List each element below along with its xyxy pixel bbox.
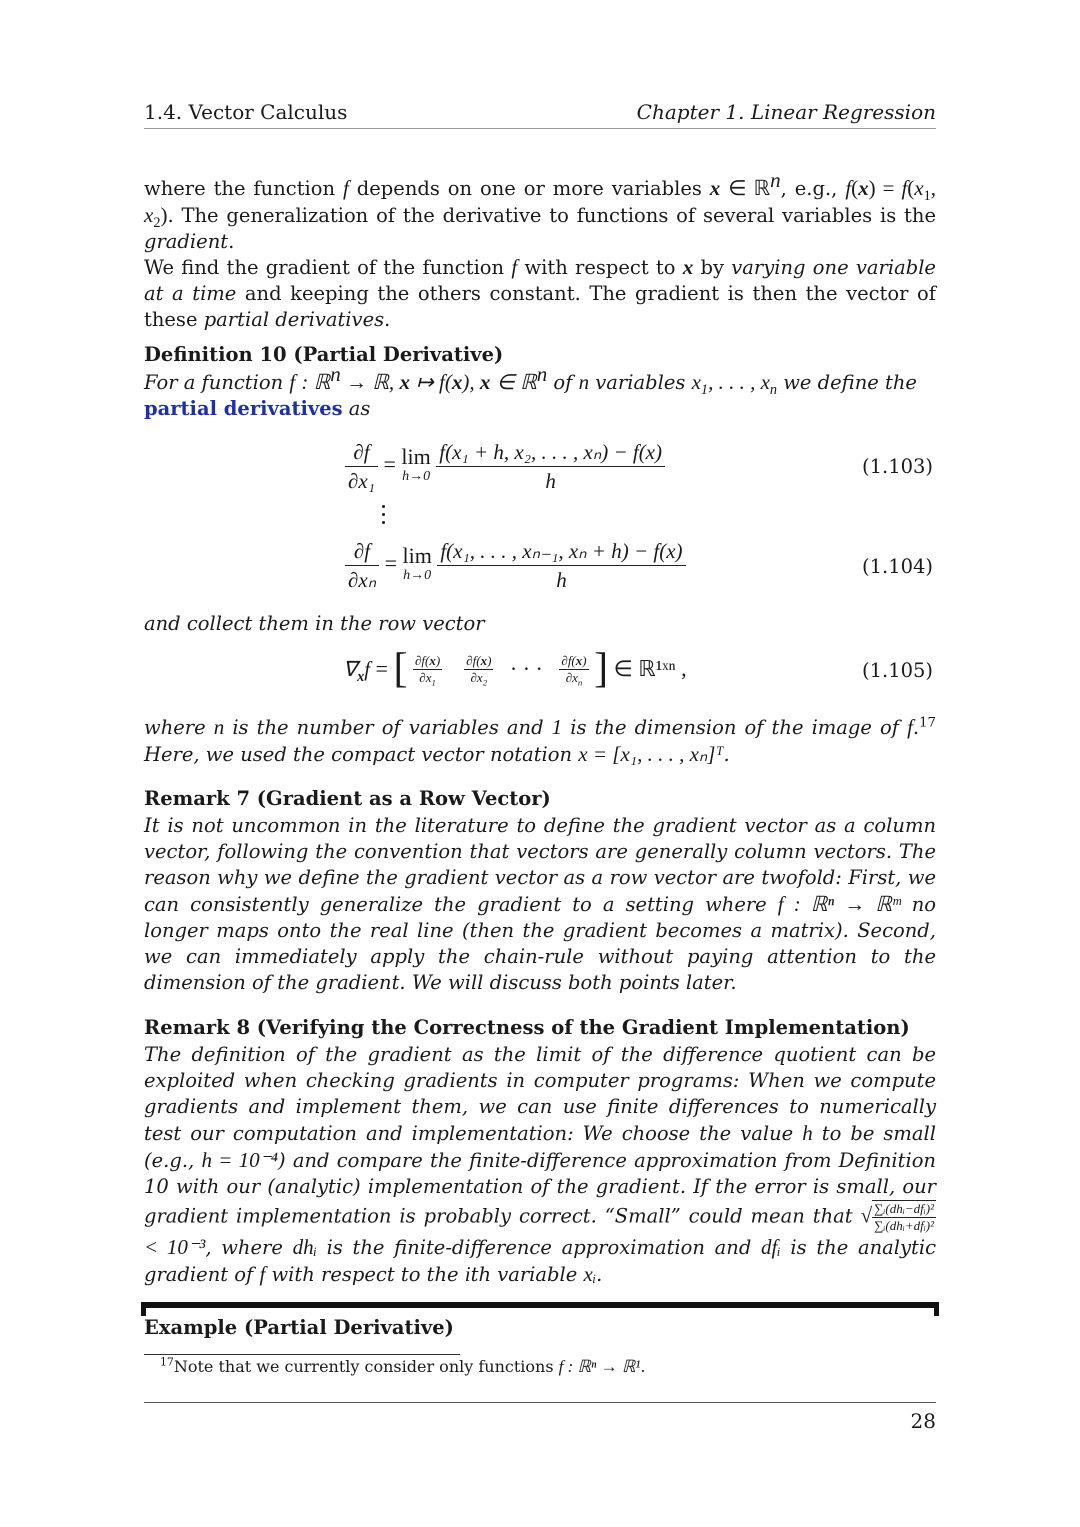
example-box-top-border bbox=[141, 1302, 939, 1308]
equation-number-1-105: (1.105) bbox=[862, 659, 934, 682]
error-ratio: $\frac{\text{∑ᵢ(dhᵢ−dfᵢ)²}}{\text{∑ᵢ(dhᵢ+dfᵢ)²}}$ bbox=[874, 1201, 934, 1233]
remark-8-title: Remark 8 (Verifying the Correctness of the Gradient Implementation) bbox=[144, 1016, 910, 1039]
running-header bbox=[144, 100, 936, 129]
intro-paragraph-1: where the function f depends on one or more variables x ∈ ℝ$^n$, e.g., $f(x) = f(x_1$, $x_2$). The generalization of the derivative to functions of several variables is the gradient. bbox=[144, 168, 937, 253]
equation-number-1-104: (1.104) bbox=[862, 555, 934, 578]
example-box-right-tick bbox=[934, 1302, 939, 1316]
remark-8-body: The definition of the gradient as the limit of the difference quotient can be exploited when checking gradients in computer programs: When we compute gradients and implement them, we can use finite differences to numerically test our computation and implementation: We choose the value h to be small (e.g., h = 10⁻⁴) and compare the finite-difference approximation from Definition 10 with our (analytic) implementation of the gradient. If the error is small, our gradient implementation is probably correct. “Small” could mean that √ $\frac{\text{∑ᵢ(dhᵢ−dfᵢ)²}}{\text{∑ᵢ(dhᵢ+dfᵢ)²}}$ < 10⁻³, where dhᵢ is the finite-difference approximation and dfᵢ is the analytic gradient of f with respect to the ith variable xᵢ. bbox=[144, 1043, 937, 1286]
page-number: 28 bbox=[910, 1409, 936, 1433]
math-f: f bbox=[343, 176, 349, 200]
equation-1-104: $\frac{\partial f}{\text{∂xₙ}}$ = lim h→0 $\frac{\text{f(x₁, . . . , xₙ₋₁, xₙ + h) − f(x)}}{h}$ bbox=[345, 537, 686, 594]
intro-paragraph-2: We find the gradient of the function f with respect to x by varying one variable at a time and keeping the others constant. The gradient is then the vector of these partial derivatives. bbox=[144, 255, 936, 331]
after-equation-text: where n is the number of variables and 1 is the dimension of the image of f.$^{17}$ Here, we used the compact vector notation x = [x₁, . . . , xₙ]ᵀ. bbox=[144, 715, 936, 766]
footnote-17: $^{17}$Note that we currently consider only functions f : ℝⁿ → ℝ¹. bbox=[160, 1355, 646, 1376]
equation-1-105: $\nabla_xf$ = [ $\frac{\partial f(x)}{\partial x_1}$ $\frac{\partial f(x)}{\partial x_2}$ · · · $\frac{\partial f(x)}{\partial x_n}$ ] ∈ ℝ¹ˣⁿ , bbox=[343, 646, 687, 692]
remark-7-title: Remark 7 (Gradient as a Row Vector) bbox=[144, 787, 551, 810]
defined-term-partial-derivatives: partial derivatives bbox=[144, 397, 343, 420]
term-gradient: gradient bbox=[144, 230, 229, 253]
collect-text: and collect them in the row vector bbox=[144, 612, 485, 635]
footer-rule bbox=[144, 1402, 936, 1403]
vertical-ellipsis bbox=[381, 505, 387, 529]
chapter-title: Chapter 1. Linear Regression bbox=[636, 100, 936, 124]
footnote-rule bbox=[144, 1354, 460, 1355]
remark-7-body: It is not uncommon in the literature to define the gradient vector as a column vector, following the convention that vectors are generally column vectors. The reason why we define the gradient vector as a row vector are twofold: First, we can consistently generalize the gradient to a setting where f : ℝⁿ → ℝᵐ no longer maps onto the real line (then the gradient becomes a matrix). Second, we can immediately apply the chain-rule without paying attention to the dimension of the gradient. We will discuss both points later. bbox=[144, 814, 937, 994]
definition-body: For a function f : ℝ$^n$ → ℝ, x ↦ f(x), x ∈ ℝ$^n$ of n variables $x_1$, . . . , $x_n$ we define the partial derivatives as bbox=[144, 362, 917, 420]
equation-1-103: $\frac{\partial f}{\text{∂x₁}}$ = lim h→0 $\frac{\text{f(x₁ + h, x₂, . . . , xₙ) − f(x)}}{h}$ bbox=[345, 438, 665, 495]
section-title: 1.4. Vector Calculus bbox=[144, 100, 348, 124]
example-title: Example (Partial Derivative) bbox=[144, 1316, 454, 1339]
footnote-ref-17[interactable]: 17 bbox=[919, 715, 936, 731]
definition-title: Definition 10 (Partial Derivative) bbox=[144, 343, 504, 366]
example-box-left-tick bbox=[141, 1302, 146, 1316]
equation-number-1-103: (1.103) bbox=[862, 455, 934, 478]
